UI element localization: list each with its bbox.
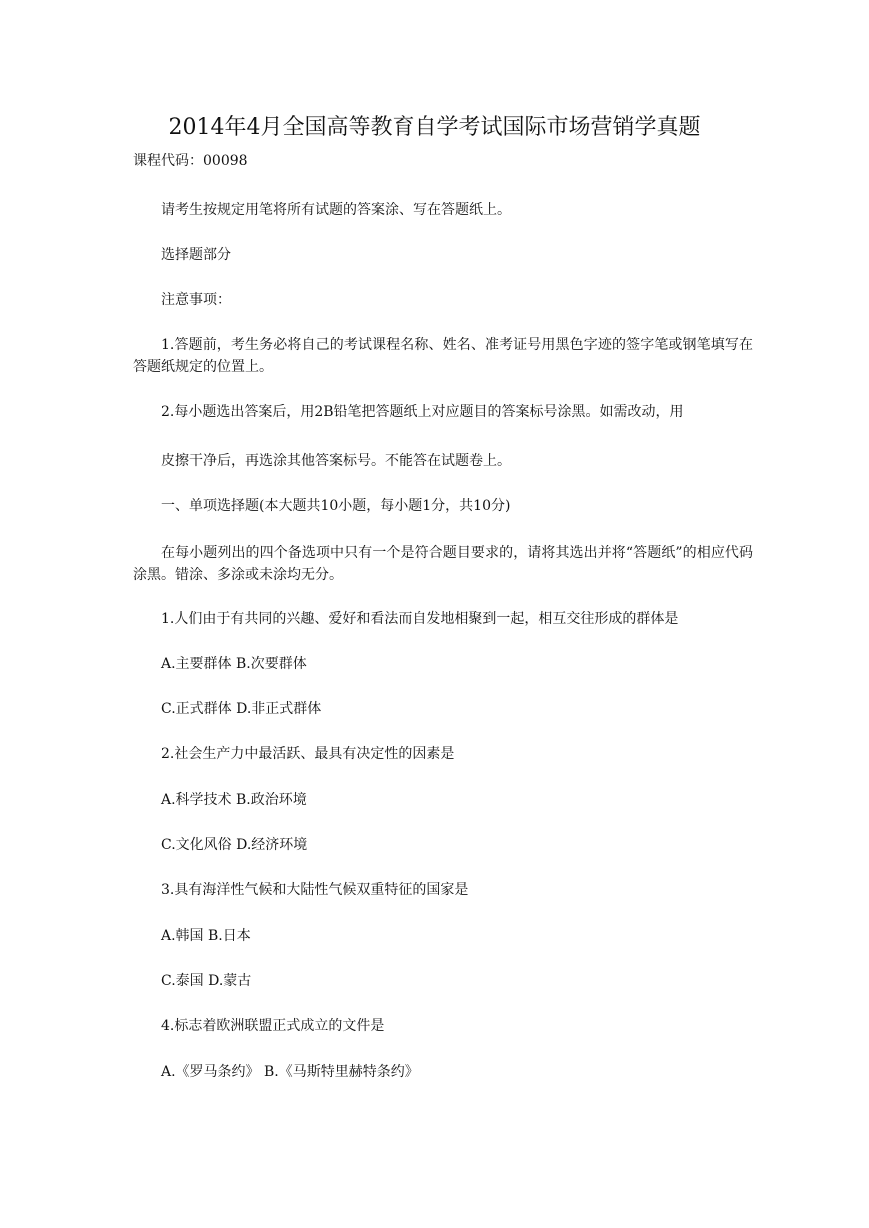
instruction-text: 请考生按规定用笔将所有试题的答案涂、写在答题纸上。 <box>161 202 511 218</box>
question-1-options-ab: A.主要群体 B.次要群体 <box>161 656 307 672</box>
question-4-options-ab: A.《罗马条约》 B.《马斯特里赫特条约》 <box>161 1064 419 1080</box>
note-2-line-1: 2.每小题选出答案后，用2B铅笔把答题纸上对应题目的答案标号涂黑。如需改动，用 <box>161 404 684 420</box>
question-2-options-cd: C.文化风俗 D.经济环境 <box>161 837 308 853</box>
question-1-stem: 1.人们由于有共同的兴趣、爱好和看法而自发地相聚到一起，相互交往形成的群体是 <box>161 611 679 627</box>
course-code: 课程代码：00098 <box>133 153 248 169</box>
notes-label: 注意事项： <box>161 292 231 308</box>
page-title: 2014年4月全国高等教育自学考试国际市场营销学真题 <box>168 115 701 140</box>
section-1-heading: 一、单项选择题(本大题共10小题，每小题1分，共10分) <box>161 498 511 514</box>
note-1: 1.答题前，考生务必将自己的考试课程名称、姓名、准考证号用黑色字迹的签字笔或钢笔填写在答题纸规定的位置上。 <box>133 337 753 375</box>
question-3-options-ab: A.韩国 B.日本 <box>161 928 251 944</box>
note-2-line-2: 皮擦干净后，再选涂其他答案标号。不能答在试题卷上。 <box>161 453 511 469</box>
question-2-options-ab: A.科学技术 B.政治环境 <box>161 792 307 808</box>
question-2-stem: 2.社会生产力中最活跃、最具有决定性的因素是 <box>161 746 455 762</box>
question-3-options-cd: C.泰国 D.蒙古 <box>161 973 252 989</box>
section-1-instruction: 在每小题列出的四个备选项中只有一个是符合题目要求的，请将其选出并将“答题纸”的相应代码涂黑。错涂、多涂或未涂均无分。 <box>133 545 753 583</box>
question-3-stem: 3.具有海洋性气候和大陆性气候双重特征的国家是 <box>161 882 469 898</box>
question-4-stem: 4.标志着欧洲联盟正式成立的文件是 <box>161 1018 385 1034</box>
part-label: 选择题部分 <box>161 247 231 263</box>
question-1-options-cd: C.正式群体 D.非正式群体 <box>161 701 322 717</box>
